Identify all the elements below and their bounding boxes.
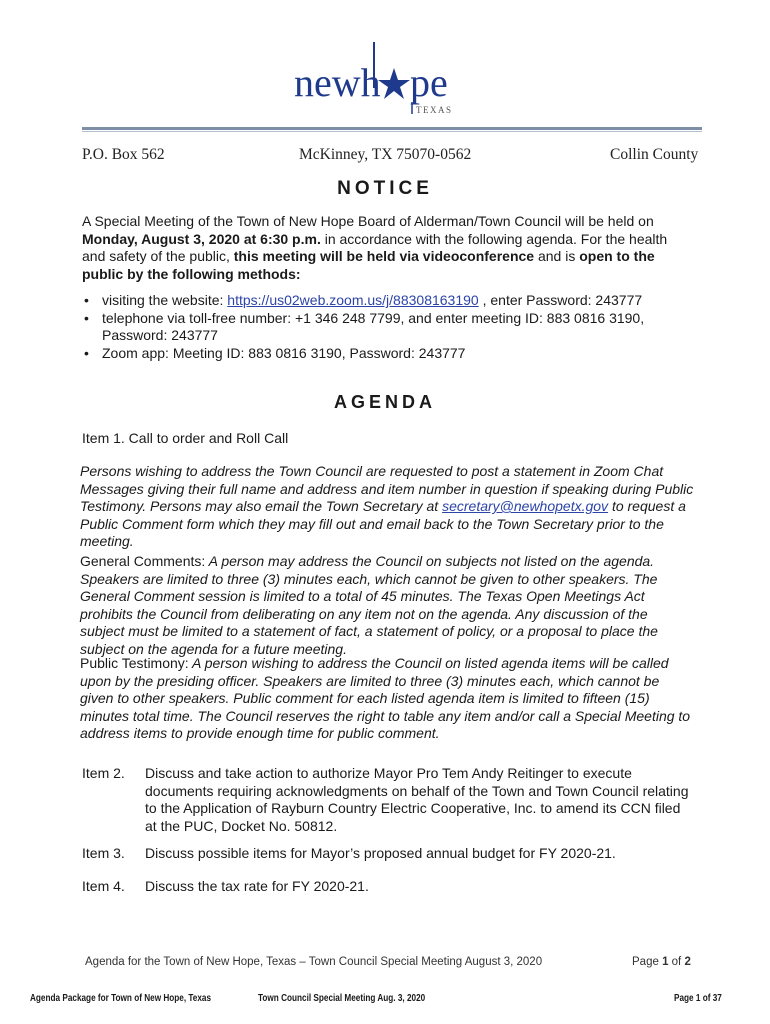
package-page-number: Page 1 of 37 <box>674 993 722 1004</box>
intro-text-1: A Special Meeting of the Town of New Hope Board of Alderman/Town Council will be held on <box>82 213 654 229</box>
intro-bold-videoconference: this meeting will be held via videoconference <box>233 248 535 264</box>
list-item <box>82 310 682 345</box>
intro-bold-methods: open to the public by the following methods: <box>82 248 655 282</box>
agenda-item-2-text: Discuss and take action to authorize Mayor Pro Tem Andy Reitinger to execute documents requiring acknowledgments on behalf of the Town and Town Council relating to the Application of Rayburn Country Electric Cooperative, Inc. to amend its CCN filed at the PUC, Docket No. 50812. <box>145 765 689 834</box>
instructions-text-a: Persons wishing to address the Town Council are requested to post a statement in Zoom Chat Messages giving their full name and address and item number in question if speaking during Public Testimony. Persons may also email the Town Secretary at <box>80 463 694 514</box>
public-testimony-text: A person wishing to address the Council on listed agenda items will be called upon by the presiding officer. Speakers are limited to three (3) minutes each, which cannot be given to other speakers. Public comment for each listed agenda item is limited to fifteen (15) minutes total time. The Council reserves the right to table any item and/or call a Special Meeting to address items to provide enough time for public comment. <box>80 655 691 741</box>
logo-word-right: pe <box>410 60 448 105</box>
logo-star-icon <box>378 68 410 99</box>
header-rule-secondary <box>82 131 702 132</box>
po-box: P.O. Box 562 <box>82 146 165 163</box>
agenda-item-2-label: Item 2. <box>82 765 125 781</box>
agenda-item-1: Item 1. Call to order and Roll Call <box>82 430 289 446</box>
agenda-item-4-label: Item 4. <box>82 878 125 894</box>
agenda-item-4-text: Discuss the tax rate for FY 2020-21. <box>145 878 369 894</box>
county: Collin County <box>610 146 699 163</box>
footer-agenda-title: Agenda for the Town of New Hope, Texas – Town Council Special Meeting August 3, 2020 <box>85 956 543 968</box>
agenda-title: AGENDA <box>333 392 436 412</box>
instructions-text-b: to request a Public Comment form which they may fill out and email back to the Town Secretary prior to the meeting. <box>80 498 686 549</box>
intro-date: Monday, August 3, 2020 at 6:30 p.m. <box>82 230 321 247</box>
footer-page-number <box>632 956 691 968</box>
intro-text-3: and is <box>534 248 580 264</box>
city-address: McKinney, TX 75070-0562 <box>299 146 472 163</box>
page-pre: Page <box>632 956 663 968</box>
list-item <box>82 292 682 310</box>
agenda-item-3-text: Discuss possible items for Mayor’s proposed annual budget for FY 2020-21. <box>145 845 616 861</box>
list-item <box>82 345 682 363</box>
page-mid: of <box>668 956 685 968</box>
notice-intro <box>82 213 692 283</box>
public-testimony-paragraph <box>80 655 694 743</box>
page-total: 2 <box>684 956 691 968</box>
header-rule <box>82 127 702 130</box>
package-meeting: Town Council Special Meeting Aug. 3, 2020 <box>258 993 426 1004</box>
bullet-website-pre: visiting the website: <box>102 292 228 308</box>
agenda-item-3-label: Item 3. <box>82 845 125 861</box>
access-methods-list <box>82 292 682 362</box>
notice-title: NOTICE <box>337 178 433 199</box>
logo-word-left: newh <box>294 60 381 105</box>
page-current: 1 <box>662 956 669 968</box>
general-comments-paragraph <box>80 553 694 658</box>
intro-text-2: in accordance with the following agenda. For the health and safety of the public, <box>82 230 668 264</box>
general-comments-text: A person may address the Council on subjects not listed on the agenda. Speakers are limited to three (3) minutes each, which cannot be given to other speakers. The General Comment session is limited to a total of 45 minutes. The Texas Open Meetings Act prohibits the Council from deliberating on any item not on the agenda. Any discussion of the subject must be limited to a statement of fact, a statement of policy, or a proposal to place the subject on the agenda for a future meeting. <box>80 553 658 657</box>
package-title: Agenda Package for Town of New Hope, Texas <box>30 993 212 1004</box>
bullet-website-post: , enter Password: 243777 <box>478 292 643 308</box>
secretary-email-link[interactable]: secretary@newhopetx.gov <box>442 498 609 514</box>
bullet-telephone: telephone via toll-free number: +1 346 248 7799, and enter meeting ID: 883 0816 3190, Password: 243777 <box>102 309 645 343</box>
public-testimony-label: Public Testimony: <box>80 655 189 671</box>
general-comments-label: General Comments: <box>80 553 206 569</box>
logo-sub: TEXAS <box>416 105 453 115</box>
zoom-link[interactable]: https://us02web.zoom.us/j/88308163190 <box>227 292 479 308</box>
new-hope-logo <box>282 38 482 120</box>
bullet-zoom-app: Zoom app: Meeting ID: 883 0816 3190, Password: 243777 <box>102 344 466 361</box>
public-comment-instructions <box>80 463 694 551</box>
